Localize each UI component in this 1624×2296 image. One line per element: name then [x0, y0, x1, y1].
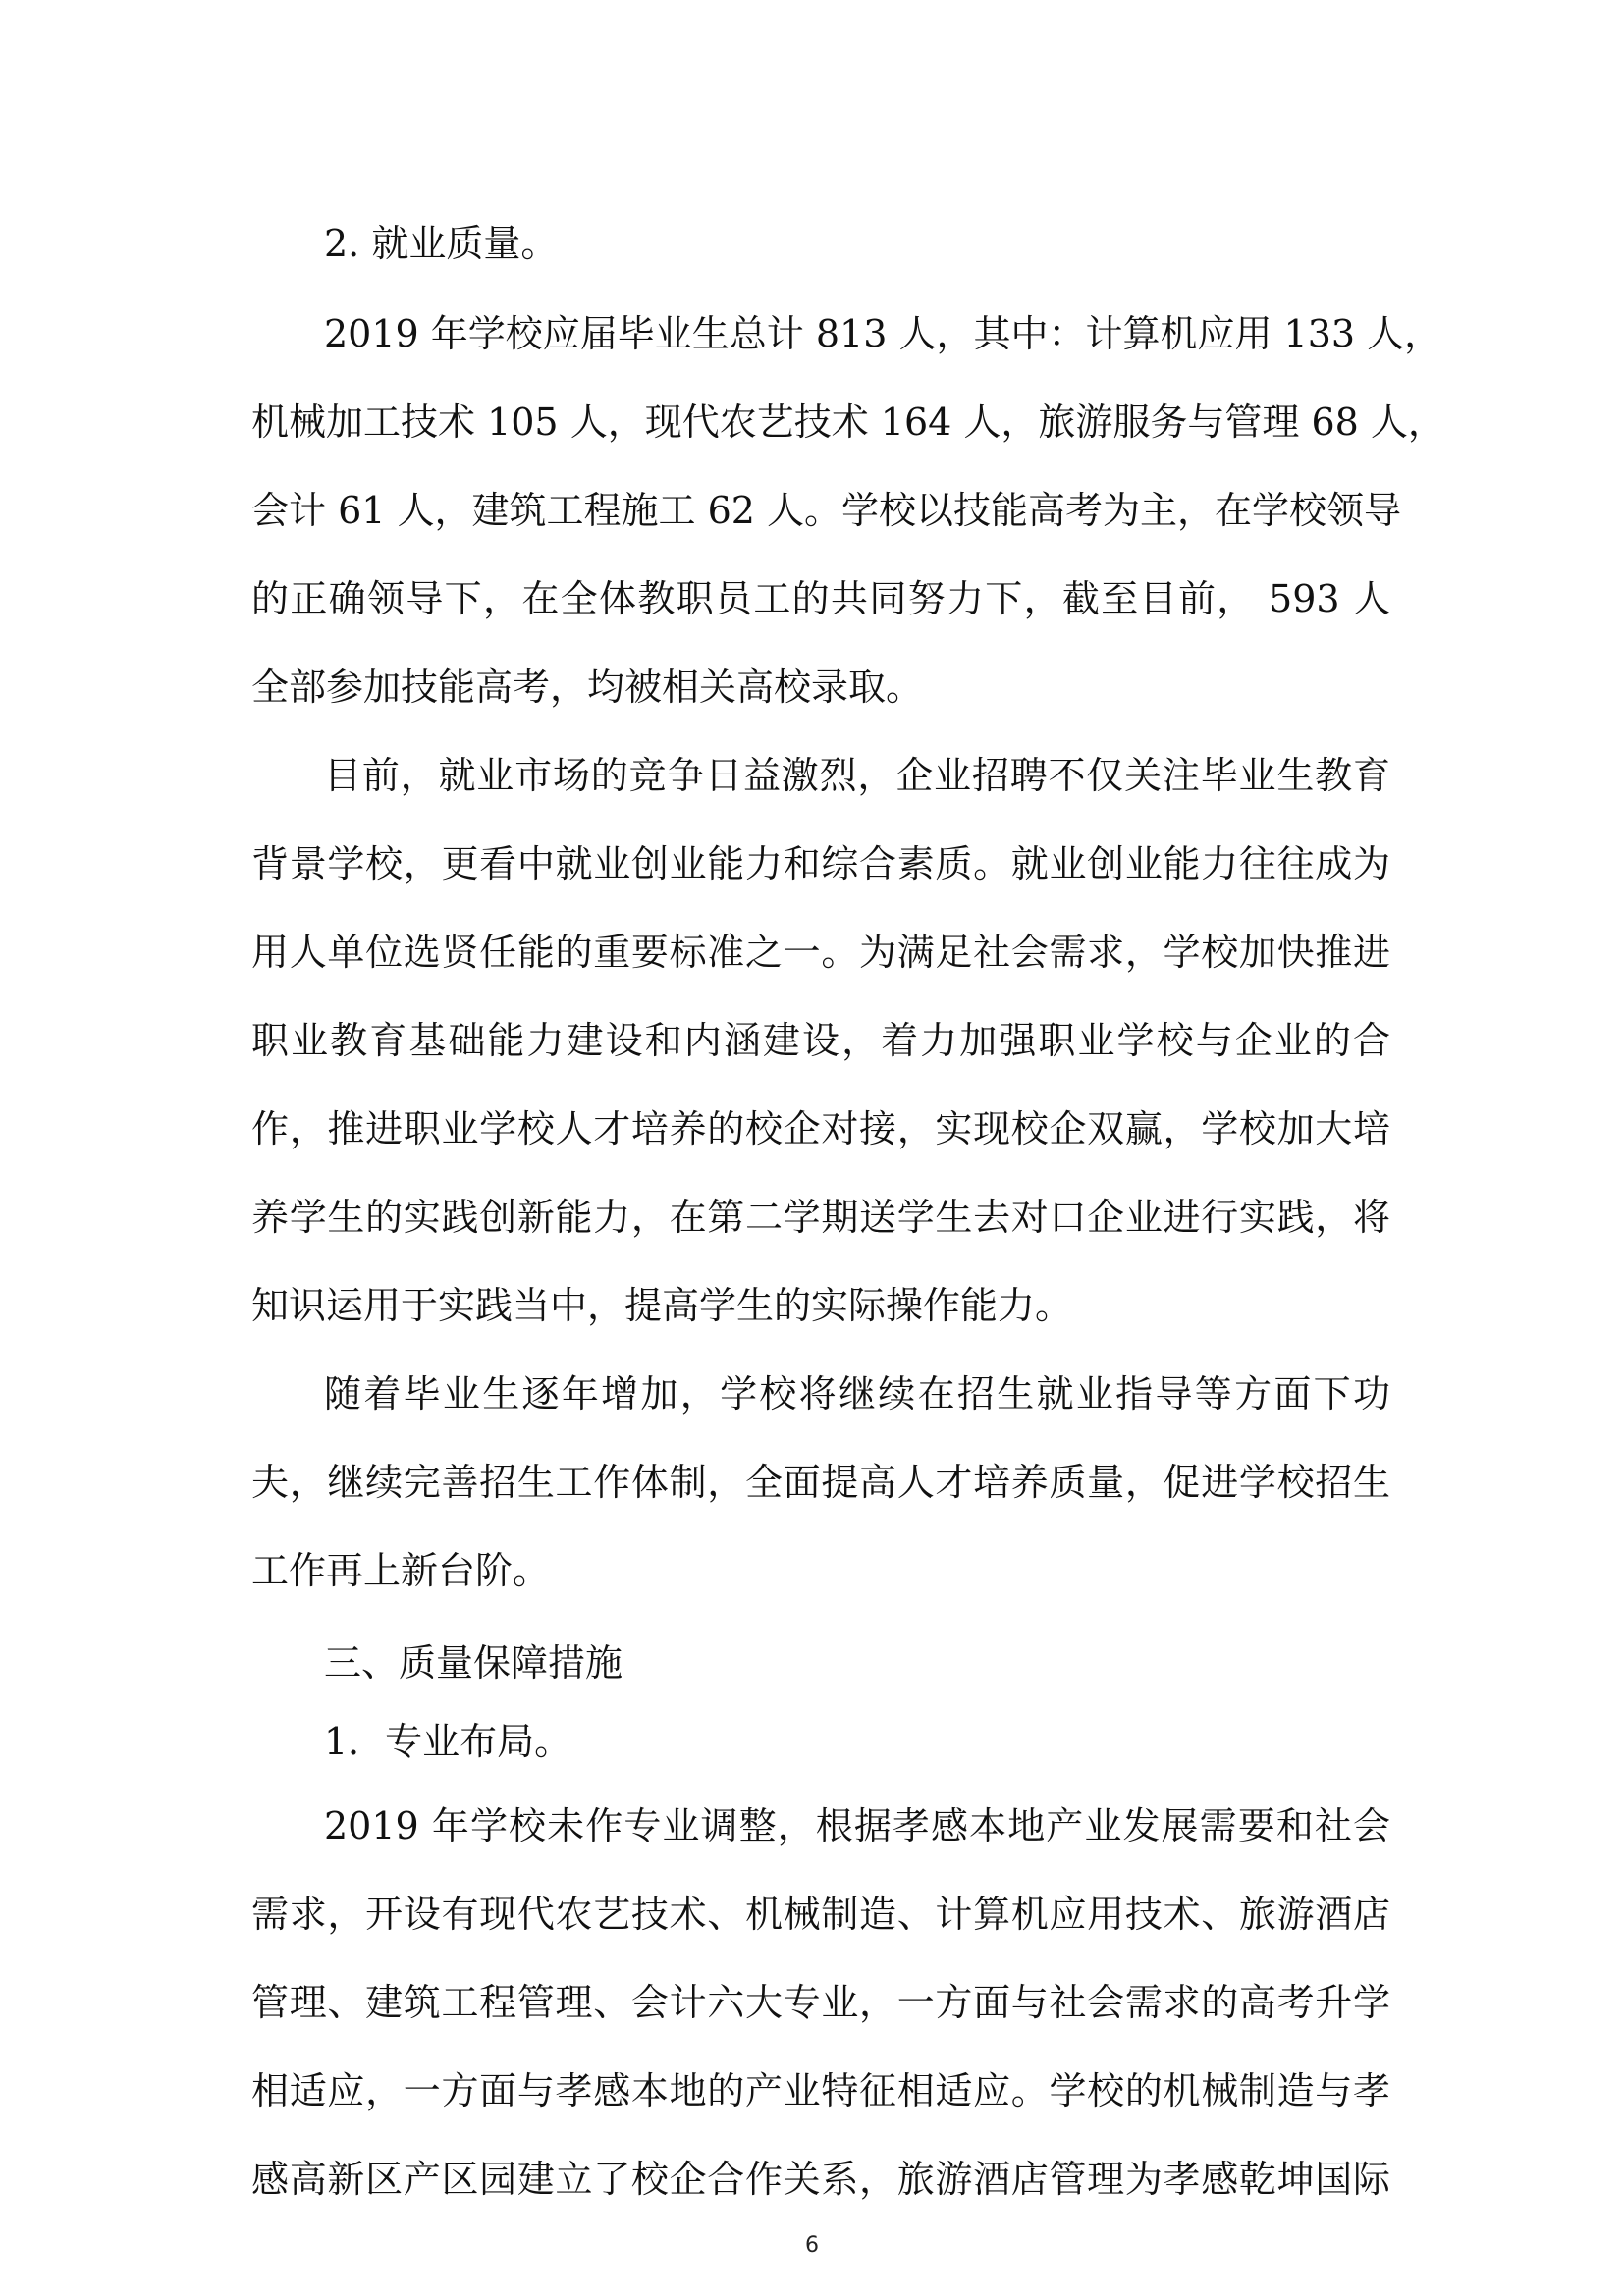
paragraph-line: 会计 61 人，建筑工程施工 62 人。学校以技能高考为主，在学校领导 [251, 489, 1402, 532]
page-number: 6 [805, 2233, 819, 2258]
paragraph-line: 的正确领导下，在全体教职员工的共同努力下，截至目前， 593 人 [251, 577, 1390, 620]
paragraph-line: 背景学校，更看中就业创业能力和综合素质。就业创业能力往往成为 [251, 842, 1390, 885]
section-heading-quality-assurance: 三、质量保障措施 [324, 1641, 623, 1684]
paragraph-line: 机械加工技术 105 人，现代农艺技术 164 人，旅游服务与管理 68 人， [251, 400, 1445, 444]
paragraph-line: 相适应，一方面与孝感本地的产业特征相适应。学校的机械制造与孝 [251, 2069, 1390, 2112]
paragraph-line: 作，推进职业学校人才培养的校企对接，实现校企双赢，学校加大培 [251, 1107, 1390, 1150]
paragraph-line: 2019 年学校应届毕业生总计 813 人，其中：计算机应用 133 人， [324, 312, 1442, 355]
paragraph-line: 知识运用于实践当中，提高学生的实际操作能力。 [251, 1284, 1073, 1327]
paragraph-line: 用人单位选贤任能的重要标准之一。为满足社会需求，学校加快推进 [251, 931, 1390, 974]
paragraph-line: 夫，继续完善招生工作体制，全面提高人才培养质量，促进学校招生 [251, 1461, 1390, 1504]
paragraph-line: 感高新区产区园建立了校企合作关系，旅游酒店管理为孝感乾坤国际 [251, 2158, 1390, 2201]
section-heading-employment-quality: 2. 就业质量。 [324, 222, 559, 265]
paragraph-line: 养学生的实践创新能力，在第二学期送学生去对口企业进行实践，将 [251, 1196, 1390, 1239]
paragraph-line: 全部参加技能高考，均被相关高校录取。 [251, 666, 924, 709]
paragraph-line: 职业教育基础能力建设和内涵建设，着力加强职业学校与企业的合 [251, 1019, 1390, 1062]
subsection-heading-program-layout: 1．专业布局。 [324, 1720, 572, 1763]
paragraph-line: 目前，就业市场的竞争日益激烈，企业招聘不仅关注毕业生教育 [324, 754, 1390, 797]
paragraph-line: 2019 年学校未作专业调整，根据孝感本地产业发展需要和社会 [324, 1804, 1390, 1847]
paragraph-line: 需求，开设有现代农艺技术、机械制造、计算机应用技术、旅游酒店 [251, 1893, 1390, 1936]
paragraph-line: 管理、建筑工程管理、会计六大专业，一方面与社会需求的高考升学 [251, 1981, 1390, 2024]
paragraph-line: 随着毕业生逐年增加，学校将继续在招生就业指导等方面下功 [324, 1372, 1390, 1415]
paragraph-line: 工作再上新台阶。 [251, 1549, 551, 1592]
